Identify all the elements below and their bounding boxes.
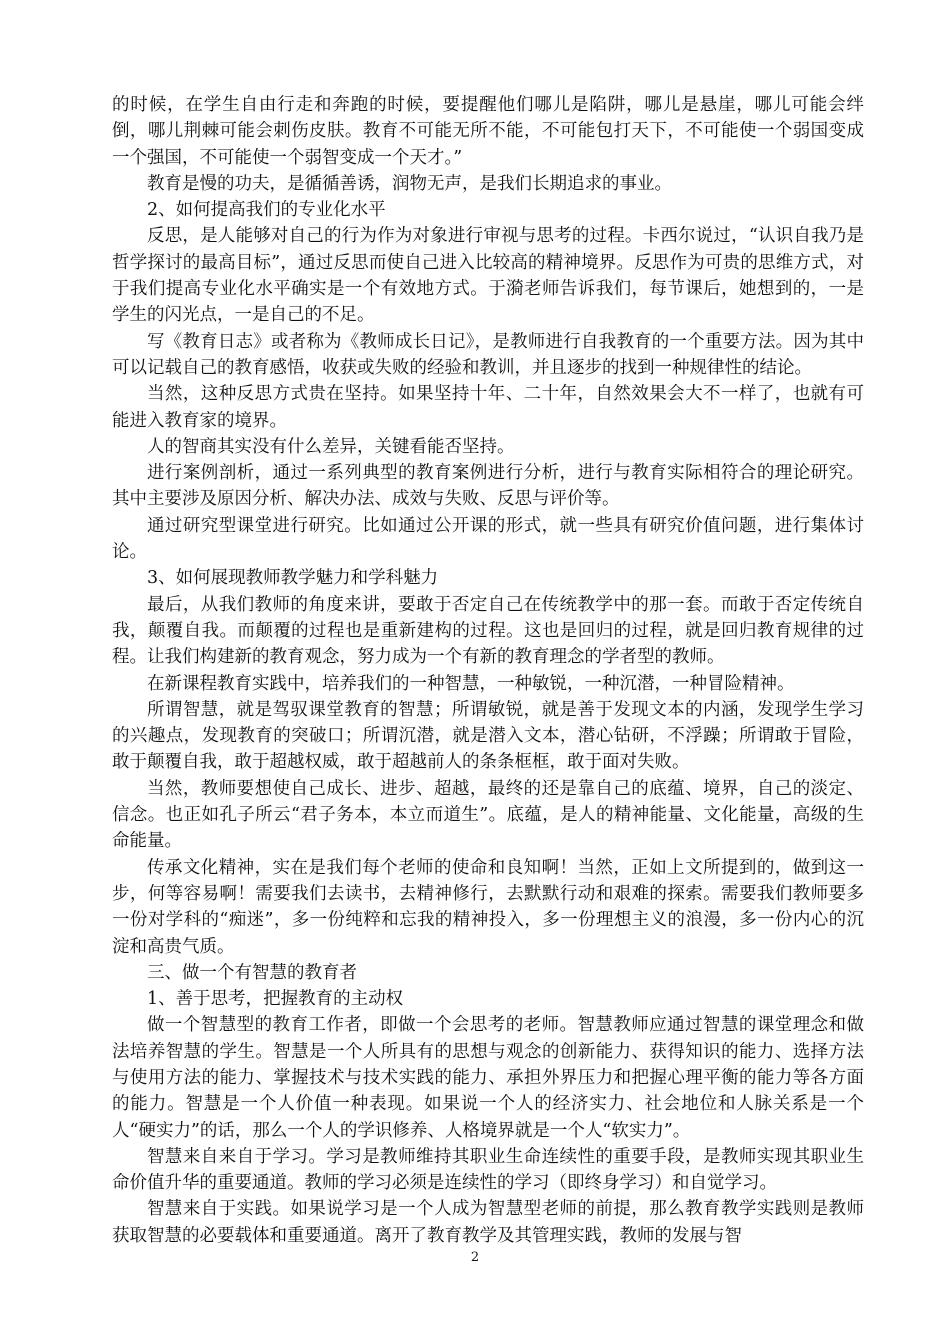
section-heading: 2、如何提高我们的专业化水平 — [147, 200, 386, 221]
paragraph: 最后，从我们教师的角度来讲，要敢于否定自己在传统教学中的那一套。而敢于否定传统自我，颠覆自我。而颠覆的过程也是重新建构的过程。这也是回归的过程，就是回归教育规律的过程。让我们构建新的教育观念，努力成为一个有新的教育理念的学者型的教师。 — [112, 594, 864, 668]
paragraph: 的时候，在学生自由行走和奔跑的时候，要提醒他们哪儿是陷阱，哪儿是悬崖，哪儿可能会绊倒，哪儿荆棘可能会刺伤皮肤。教育不可能无所不能，不可能包打天下，不可能使一个弱国变成一个强国，不可能使一个弱智变成一个天才。” — [112, 95, 864, 168]
section-heading: 1、善于思考，把握教育的主动权 — [147, 989, 404, 1010]
paragraph: 当然，教师要想使自己成长、进步、超越，最终的还是靠自己的底蕴、境界，自己的淡定、信念。也正如孔子所云“君子务本，本立而道生”。底蕴，是人的精神能量、文化能量，高级的生命能量。 — [112, 778, 864, 852]
paragraph: 所谓智慧，就是驾驭课堂教育的智慧；所谓敏锐，就是善于发现文本的内涵，发现学生学习的兴趣点，发现教育的突破口；所谓沉潜，就是潜入文本，潜心钻研，不浮躁；所谓敢于冒险，敢于颠覆自我，敢于超越权威，敢于超越前人的条条框框，敢于面对失败。 — [112, 699, 864, 773]
paragraph: 教育是慢的功夫，是循循善诱，润物无声，是我们长期追求的事业。 — [147, 173, 672, 194]
paragraph: 当然，这种反思方式贵在坚持。如果坚持十年、二十年，自然效果会大不一样了，也就有可能进入教育家的境界。 — [112, 384, 864, 431]
paragraph: 写《教育日志》或者称为《教师成长日记》，是教师进行自我教育的一个重要方法。因为其中可以记载自己的教育感悟，收获或失败的经验和教训，并且逐步的找到一种规律性的结论。 — [112, 331, 864, 378]
paragraph: 进行案例剖析，通过一系列典型的教育案例进行分析，进行与教育实际相符合的理论研究。其中主要涉及原因分析、解决办法、成效与失败、反思与评价等。 — [112, 463, 864, 510]
paragraph: 智慧来自来自于学习。学习是教师维持其职业生命连续性的重要手段，是教师实现其职业生命价值升华的重要通道。教师的学习必须是连续性的学习（即终身学习）和自觉学习。 — [112, 1146, 864, 1194]
section-heading: 3、如何展现教师教学魅力和学科魅力 — [147, 568, 439, 589]
paragraph: 在新课程教育实践中，培养我们的一种智慧，一种敏锐，一种沉潜，一种冒险精神。 — [147, 673, 795, 694]
paragraph: 人的智商其实没有什么差异，关键看能否坚持。 — [147, 436, 515, 457]
paragraph: 智慧来自于实践。如果说学习是一个人成为智慧型老师的前提，那么教育教学实践则是教师获取智慧的必要载体和重要通道。离开了教育教学及其管理实践，教师的发展与智 — [112, 1199, 864, 1246]
paragraph: 做一个智慧型的教育工作者，即做一个会思考的老师。智慧教师应通过智慧的课堂理念和做法培养智慧的学生。智慧是一个人所具有的思想与观念的创新能力、获得知识的能力、选择方法与使用方法的能力、掌握技术与技术实践的能力、承担外界压力和把握心理平衡的能力等各方面的能力。智慧是一个人价值一种表现。如果说一个人的经济实力、社会地位和人脉关系是一个人“硬实力”的话，那么一个人的学识修养、人格境界就是一个人“软实力”。 — [112, 1015, 864, 1141]
paragraph: 通过研究型课堂进行研究。比如通过公开课的形式，就一些具有研究价值问题，进行集体讨论。 — [112, 515, 864, 563]
section-heading: 三、做一个有智慧的教育者 — [147, 962, 357, 983]
paragraph: 反思，是人能够对自己的行为作为对象进行审视与思考的过程。卡西尔说过，“认识自我乃是哲学探讨的最高目标”，通过反思而使自己进入比较高的精神境界。反思作为可贵的思维方式，对于我们提高专业化水平确实是一个有效地方式。于漪老师告诉我们，每节课后，她想到的，一是学生的闪光点，一是自己的不足。 — [112, 226, 864, 326]
page-number: 2 — [470, 1250, 480, 1265]
paragraph: 传承文化精神，实在是我们每个老师的使命和良知啊！当然，正如上文所提到的，做到这一步，何等容易啊！需要我们去读书，去精神修行，去默默行动和艰难的探索。需要我们教师要多一份对学科的“痴迷”，多一份纯粹和忘我的精神投入，多一份理想主义的浪漫，多一份内心的沉淀和高贵气质。 — [112, 857, 864, 957]
document-body — [112, 92, 864, 1249]
